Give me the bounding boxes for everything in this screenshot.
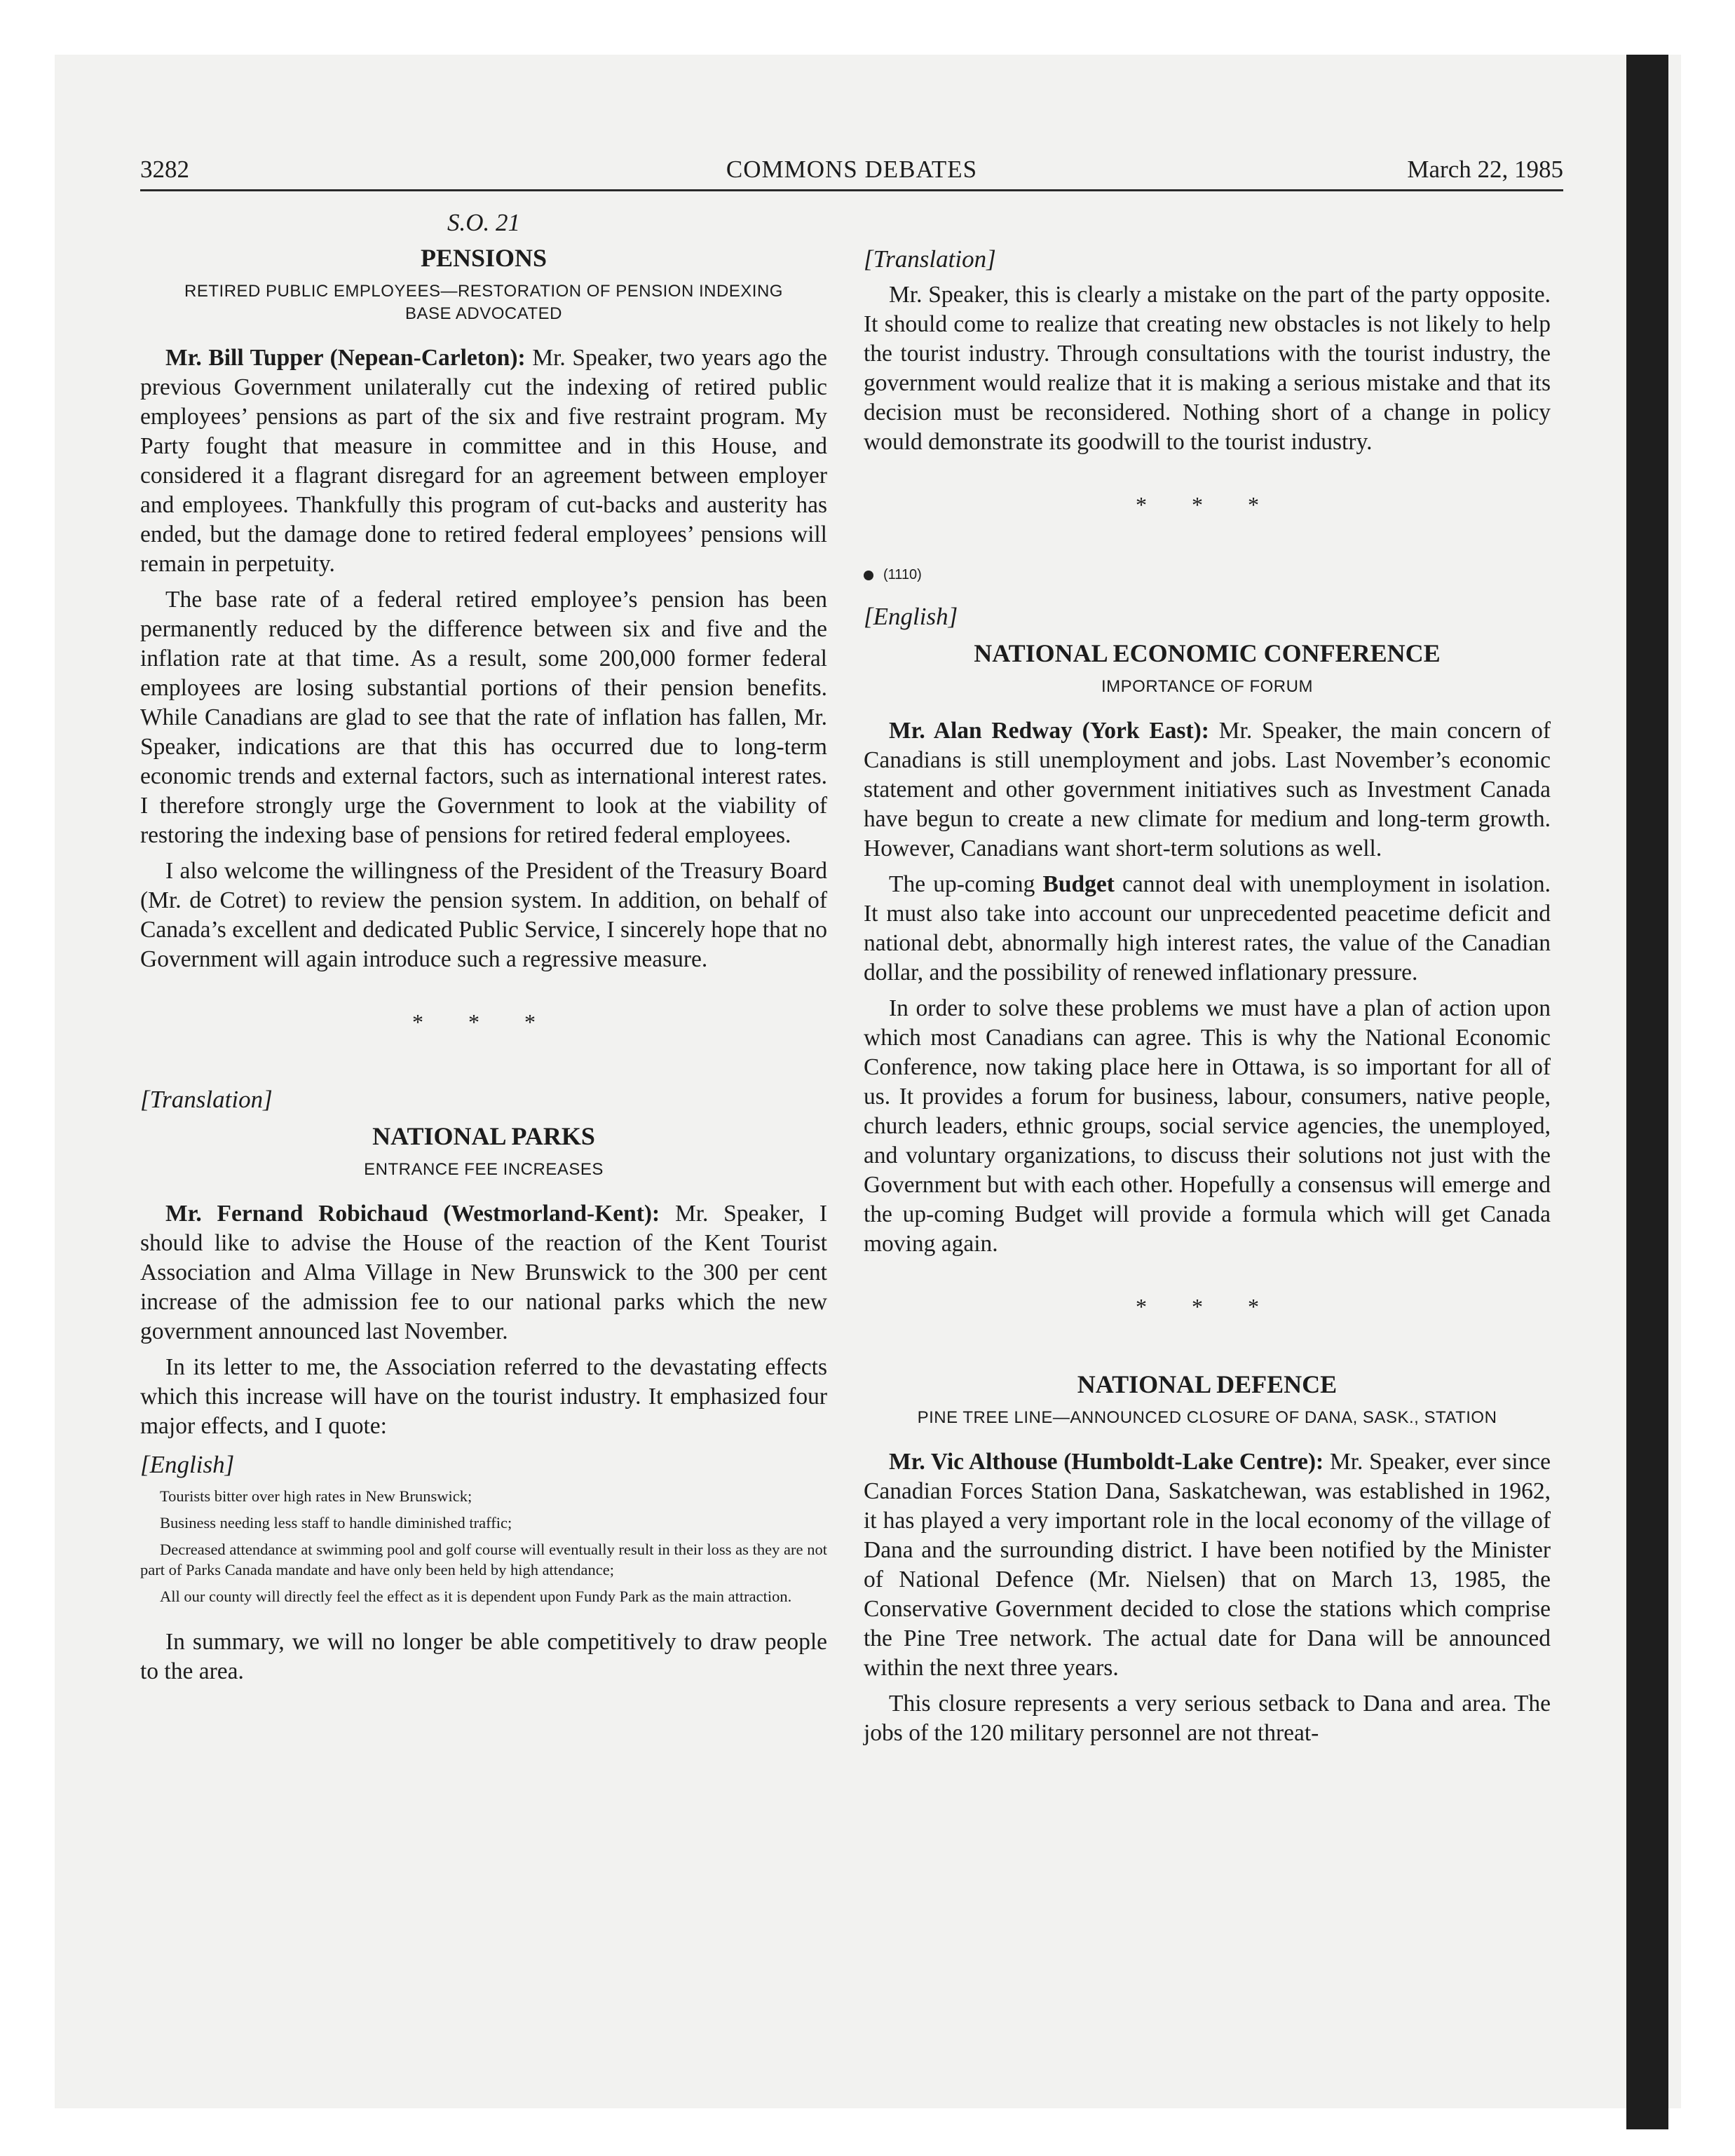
section-separator: * * * xyxy=(1136,1294,1279,1319)
quoted-item: Tourists bitter over high rates in New Brunswick; xyxy=(160,1487,472,1505)
paragraph: In its letter to me, the Association referred to the devastating effects which this increase will have on the tourist industry. It emphasized four major effects, and I quote: xyxy=(140,1354,827,1439)
speaker-name: Mr. Vic Althouse (Humboldt-Lake Centre): xyxy=(889,1449,1324,1475)
scan-edge xyxy=(1626,55,1668,2129)
quoted-item: Business needing less staff to handle diminished traffic; xyxy=(160,1514,512,1531)
paragraph: I also welcome the willingness of the President of the Treasury Board (Mr. de Cotret) to review the pension system. In addition, on behalf of Canada’s excellent and dedicated Public Service, I sincerely hope that no Government will again introduce such a regressive measure. xyxy=(140,858,827,972)
paragraph: Mr. Speaker, this is clearly a mistake on the part of the party opposite. It should come to realize that creating new obstacles is not likely to help the tourist industry. Through consultations with the tourist industry, the government would realize that it is making a serious mistake and that its decision must be reconsidered. Nothing short of a change in policy would demonstrate its goodwill to the tourist industry. xyxy=(864,282,1551,455)
language-tag: [English] xyxy=(864,603,958,630)
bullet-icon xyxy=(864,571,873,580)
paragraph: Mr. Alan Redway (York East): Mr. Speaker, the main concern of Canadians is still unemployment and jobs. Last November’s economic statement and other government initiatives such as Investment Canada have begun to create a new climate for medium and long-term growth. However, Canadians want short-term solutions as well. xyxy=(864,718,1551,861)
speaker-name: Mr. Bill Tupper (Nepean-Carleton): xyxy=(165,345,526,371)
section-subhead-conference: IMPORTANCE OF FORUM xyxy=(1101,677,1313,696)
section-subhead-parks: ENTRANCE FEE INCREASES xyxy=(364,1160,604,1179)
speaker-name: Mr. Fernand Robichaud (Westmorland-Kent): xyxy=(165,1201,660,1227)
language-tag: [Translation] xyxy=(140,1086,273,1113)
page-number: 3282 xyxy=(140,156,189,183)
section-separator: * * * xyxy=(412,1009,555,1035)
right-column xyxy=(864,205,1551,1748)
standing-order-label: S.O. 21 xyxy=(447,209,521,236)
page-date: March 22, 1985 xyxy=(1407,156,1563,183)
section-subhead-defence: PINE TREE LINE—ANNOUNCED CLOSURE OF DANA, SASK., STATION xyxy=(917,1408,1497,1427)
paragraph: The up-coming Budget cannot deal with unemployment in isolation. It must also take into account our unprecedented peacetime deficit and national debt, abnormally high interest rates, the value of the Canadian dollar, and the possibility of renewed inflationary pressure. xyxy=(864,871,1551,985)
left-column xyxy=(140,205,827,1686)
language-tag: [English] xyxy=(140,1451,235,1478)
section-heading-parks: NATIONAL PARKS xyxy=(372,1122,595,1150)
paragraph: Mr. Fernand Robichaud (Westmorland-Kent): Mr. Speaker, I should like to advise the House of the reaction of the Kent Tourist Association and Alma Village in New Brunswick to the 300 per cent increase of the admission fee to our national parks which the new government announced last November. xyxy=(140,1201,828,1344)
quoted-item: Decreased attendance at swimming pool and golf course will eventually result in their loss as they are not part of Parks Canada mandate and have only been held by high attendance; xyxy=(140,1541,827,1578)
language-tag: [Translation] xyxy=(864,245,996,273)
section-subhead-pensions: RETIRED PUBLIC EMPLOYEES—RESTORATION OF PENSION INDEXING BASE ADVOCATED xyxy=(184,282,783,323)
paragraph: In summary, we will no longer be able competitively to draw people to the area. xyxy=(140,1629,827,1684)
section-heading-defence: NATIONAL DEFENCE xyxy=(1077,1370,1338,1398)
time-marker: (1110) xyxy=(864,567,1551,583)
publication-title: COMMONS DEBATES xyxy=(726,156,978,183)
quoted-item: All our county will directly feel the effect as it is dependent upon Fundy Park as the main attraction. xyxy=(160,1588,792,1605)
paragraph: Mr. Bill Tupper (Nepean-Carleton): Mr. Speaker, two years ago the previous Government unilaterally cut the indexing of retired public employees’ pensions as part of the six and five restraint program. My Party fought that measure in committee and in this House, and considered it a flagrant disregard for an agreement between employer and employees. Thankfully this program of cut-backs and austerity has ended, but the damage done to retired federal employees’ pensions will remain in perpetuity. xyxy=(140,345,828,577)
section-heading-conference: NATIONAL ECONOMIC CONFERENCE xyxy=(974,639,1441,667)
page-header xyxy=(140,153,1563,191)
section-separator: * * * xyxy=(1136,492,1279,517)
speaker-name: Mr. Alan Redway (York East): xyxy=(889,718,1209,744)
paragraph: This closure represents a very serious setback to Dana and area. The jobs of the 120 military personnel are not threat- xyxy=(864,1691,1551,1746)
paragraph: The base rate of a federal retired employee’s pension has been permanently reduced by the difference between six and five and the inflation rate at that time. As a result, some 200,000 former federal employees are losing substantial portions of their pension benefits. While Canadians are glad to see that the rate of inflation has fallen, Mr. Speaker, indications are that this has occurred due to long-term economic trends and external factors, such as international interest rates. I therefore strongly urge the Government to look at the viability of restoring the indexing base of pensions for retired federal employees. xyxy=(140,587,827,848)
paragraph: Mr. Vic Althouse (Humboldt-Lake Centre): Mr. Speaker, ever since Canadian Forces Station Dana, Saskatchewan, was established in 1962, it has played a very important role in the local economy of the village of Dana and the surrounding district. I have been notified by the Minister of National Defence (Mr. Nielsen) that on March 13, 1985, the Conservative Government decided to close the stations which comprise the Pine Tree network. The actual date for Dana will be announced within the next three years. xyxy=(864,1449,1551,1681)
section-heading-pensions: PENSIONS xyxy=(420,244,547,272)
paragraph: In order to solve these problems we must have a plan of action upon which most Canadians can agree. This is why the National Economic Conference, now taking place here in Ottawa, is so important for all of us. It provides a forum for business, labour, consumers, native people, church leaders, ethnic groups, social service agencies, the unemployed, and voluntary organizations, to discuss their solutions not just with the Government but with each other. Hopefully a consensus will emerge and the up-coming Budget will provide a formula which will get Canada moving again. xyxy=(864,995,1551,1257)
